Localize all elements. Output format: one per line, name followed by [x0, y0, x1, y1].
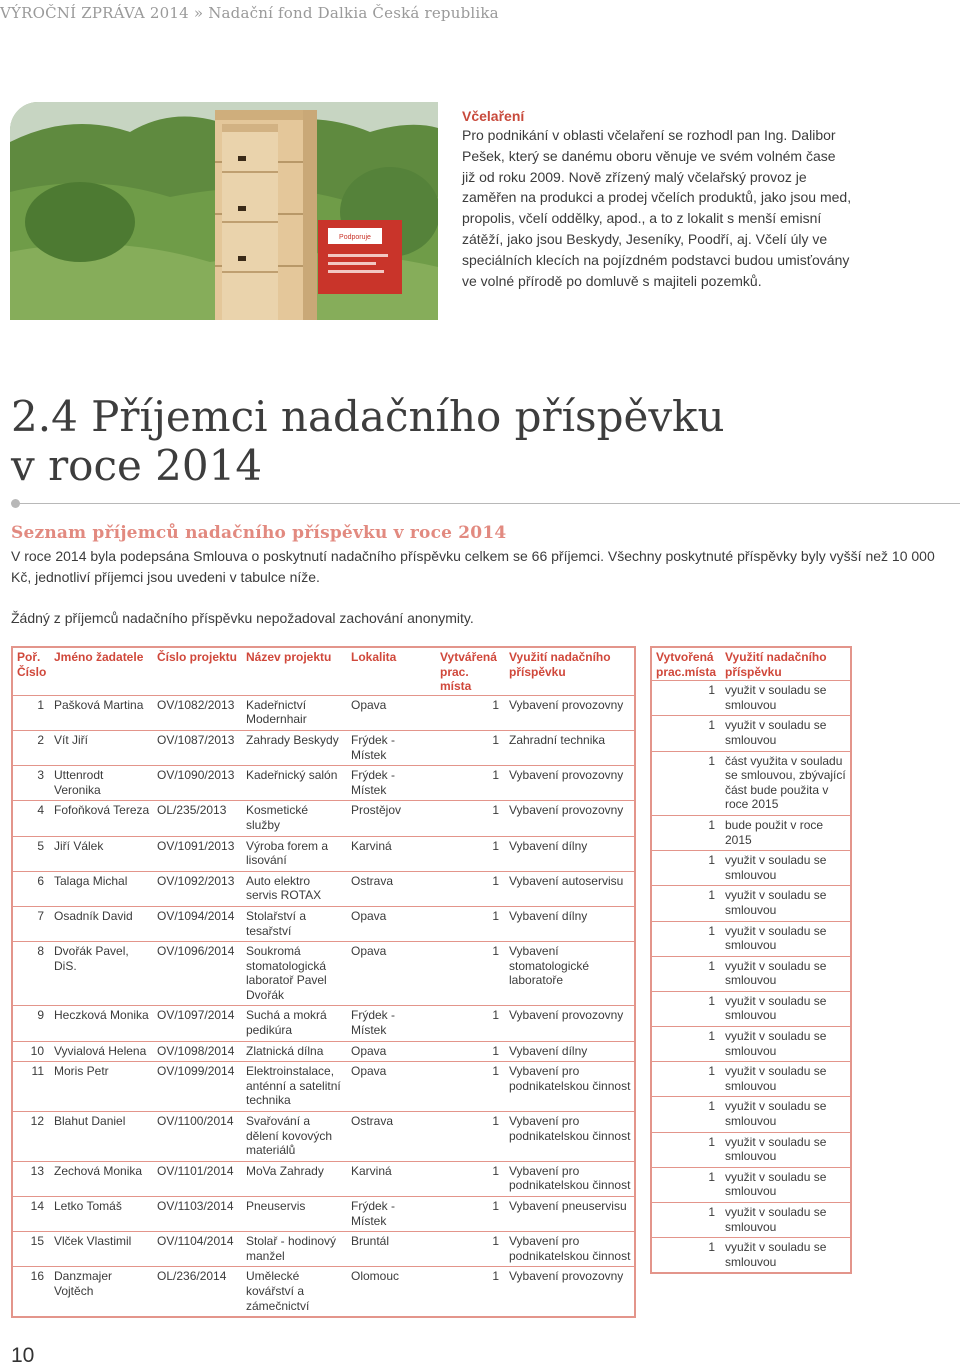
recipients-table-cell: Vybavení pro podnikatelskou činnost	[505, 1232, 635, 1267]
usage-table-cell: využit v souladu se smlouvou	[721, 1027, 851, 1062]
recipients-table-row	[12, 1041, 635, 1062]
recipients-table-row	[12, 801, 635, 836]
recipients-table-cell: 2	[12, 730, 50, 765]
recipients-table-cell: Opava	[347, 1041, 436, 1062]
recipients-table-cell: 6	[12, 871, 50, 906]
usage-table-header-cell: Využití nadačního příspěvku	[721, 647, 851, 681]
recipients-table-cell: Danzmajer Vojtěch	[54, 1269, 113, 1298]
usage-table-cell: využit v souladu se smlouvou	[721, 681, 851, 716]
recipients-table-row	[12, 1161, 635, 1196]
recipients-table-cell: Kadeřnický salón	[242, 766, 347, 801]
recipients-table-cell: Osadník David	[50, 906, 153, 941]
recipients-table-cell: Frýdek - Místek	[347, 766, 436, 801]
recipients-table-cell: Blahut Daniel	[50, 1112, 153, 1162]
recipients-table-cell: Opava	[347, 942, 436, 1006]
recipients-table-row	[12, 871, 635, 906]
recipients-table-cell: OV/1100/2014	[153, 1112, 242, 1162]
recipients-table-cell: OV/1098/2014	[153, 1041, 242, 1062]
usage-table-row	[651, 921, 851, 956]
usage-table-cell: využit v souladu se smlouvou	[721, 1132, 851, 1167]
recipients-table-cell: Vybavení pro podnikatelskou činnost	[505, 1112, 635, 1162]
usage-table-row	[651, 851, 851, 886]
recipients-table-header-cell: Vytvářená prac. místa	[436, 647, 505, 695]
recipients-table-cell: Kadeřnictví Modernhair	[242, 695, 347, 730]
recipients-table-cell: Karviná	[347, 836, 436, 871]
recipients-table-cell: Frýdek - Místek	[347, 730, 436, 765]
usage-table-cell: 1	[651, 681, 721, 716]
recipients-table-cell: Vybavení provozovny	[505, 695, 635, 730]
recipients-table-cell: Uttenrodt Veronika	[50, 766, 153, 801]
recipients-table-cell: Stolařství a tesařství	[242, 906, 347, 941]
usage-table-cell: využit v souladu se smlouvou	[721, 851, 851, 886]
recipients-table-row	[12, 942, 635, 1006]
usage-table-row	[651, 1238, 851, 1274]
recipients-table-cell: 11	[12, 1062, 50, 1112]
recipients-table-cell: Auto elektro servis ROTAX	[242, 871, 347, 906]
recipients-table-cell: Soukromá stomatologická laboratoř Pavel Dvořák	[242, 942, 347, 1006]
usage-table-row	[651, 886, 851, 921]
intro-text: Pro podnikání v oblasti včelaření se rozhodl pan Ing. Dalibor Pešek, který se danému oboru věnuje ve svém volném čase již od roku 2009. Nově zřízený malý včelařský provoz je zaměřen na produkci a prodej včelích produktů, jako jsou med, propolis, včelí oddělky, apod., a to z lokalit s menší emisní zátěží, jako jsou Beskydy, Jeseníky, Poodří, aj. Včelí úly ve speciálních klecích na pojízdném podstavci budou umisťovány ve volné přírodě po domluvě s majiteli pozemků.	[462, 127, 852, 289]
usage-table-row	[651, 1062, 851, 1097]
usage-table-row	[651, 1167, 851, 1202]
recipients-table-cell: Opava	[347, 695, 436, 730]
usage-table-cell: využit v souladu se smlouvou	[721, 1167, 851, 1202]
recipients-table-cell: Vybavení pro podnikatelskou činnost	[505, 1062, 635, 1112]
usage-table-cell: 1	[651, 751, 721, 815]
recipients-table-cell: 1	[436, 766, 505, 801]
recipients-table-cell: 14	[12, 1197, 50, 1232]
section-heading	[11, 392, 725, 490]
recipients-table-cell: Vybavení dílny	[505, 836, 635, 871]
recipients-table-cell: Vybavení provozovny	[505, 766, 635, 801]
usage-table-cell: 1	[651, 716, 721, 751]
running-header: VÝROČNÍ ZPRÁVA 2014 » Nadační fond Dalkia Česká republika	[0, 4, 499, 22]
usage-table-cell: 1	[651, 1132, 721, 1167]
recipients-table-cell: Vybavení pro podnikatelskou činnost	[505, 1161, 635, 1196]
recipients-table-header-cell: Poř. Číslo	[12, 647, 50, 695]
intro-block	[462, 108, 852, 291]
usage-table-cell: využit v souladu se smlouvou	[721, 886, 851, 921]
recipients-table-cell: Pneuservis	[242, 1197, 347, 1232]
recipients-table-cell: Suchá a mokrá pedikúra	[242, 1006, 347, 1041]
usage-table-cell: využit v souladu se smlouvou	[721, 921, 851, 956]
recipients-table-cell: 1	[436, 695, 505, 730]
intro-label: Včelaření	[462, 108, 525, 124]
sign-text: Podporuje	[339, 234, 371, 241]
recipients-table-cell: Stolař - hodinový manžel	[242, 1232, 347, 1267]
recipients-table-cell: OV/1101/2014	[153, 1161, 242, 1196]
recipients-table-cell: OV/1087/2013	[153, 730, 242, 765]
recipients-table-cell: OV/1094/2014	[153, 906, 242, 941]
usage-table-cell: 1	[651, 851, 721, 886]
recipients-table-row	[12, 1112, 635, 1162]
usage-table-cell: 1	[708, 1240, 715, 1255]
section-heading-line2: v roce 2014	[11, 441, 263, 490]
usage-table-cell: 1	[651, 1027, 721, 1062]
recipients-table-cell: Vít Jiří	[50, 730, 153, 765]
usage-table-row	[651, 1097, 851, 1132]
beehive-photo	[10, 102, 438, 320]
recipients-table-cell: OL/236/2014	[157, 1269, 227, 1284]
recipients-table-header-cell: Využití nadačního příspěvku	[505, 647, 635, 695]
recipients-table-cell: 1	[436, 801, 505, 836]
recipients-table-cell: Jiří Válek	[50, 836, 153, 871]
recipients-table-row	[12, 695, 635, 730]
recipients-table-row	[12, 1267, 635, 1317]
recipients-table-cell: 1	[436, 871, 505, 906]
recipients-table-cell: Dvořák Pavel, DiS.	[50, 942, 153, 1006]
recipients-table-cell: Heczková Monika	[50, 1006, 153, 1041]
recipients-table-cell: OV/1096/2014	[153, 942, 242, 1006]
usage-table-cell: využit v souladu se smlouvou	[721, 716, 851, 751]
recipients-table-cell: Vybavení provozovny	[505, 801, 635, 836]
recipients-table-cell: Ostrava	[347, 1112, 436, 1162]
recipients-table-cell: OV/1103/2014	[153, 1197, 242, 1232]
usage-table-cell: 1	[651, 886, 721, 921]
usage-table-header-cell: Vytvořená prac.místa	[651, 647, 721, 681]
recipients-table-cell: 9	[12, 1006, 50, 1041]
recipients-table	[11, 646, 636, 1318]
recipients-table-cell: Prostějov	[347, 801, 436, 836]
recipients-table-cell: Elektroinstalace, anténní a satelitní technika	[242, 1062, 347, 1112]
recipients-table-cell: Opava	[347, 1062, 436, 1112]
sponsor-sign	[318, 220, 402, 294]
recipients-table-cell: 4	[12, 801, 50, 836]
recipients-table-cell: Moris Petr	[50, 1062, 153, 1112]
usage-table-cell: 1	[651, 956, 721, 991]
recipients-table-cell: Zahradní technika	[505, 730, 635, 765]
recipients-table-cell: OV/1104/2014	[153, 1232, 242, 1267]
usage-table-row	[651, 991, 851, 1026]
recipients-table-cell: 1	[436, 836, 505, 871]
recipients-table-cell: Kosmetické služby	[242, 801, 347, 836]
recipients-table-row	[12, 766, 635, 801]
recipients-table-cell: OV/1097/2014	[153, 1006, 242, 1041]
usage-table-cell: část využita v souladu se smlouvou, zbývající část bude použita v roce 2015	[721, 751, 851, 815]
recipients-table-cell: Zahrady Beskydy	[242, 730, 347, 765]
usage-table-cell: 1	[651, 1203, 721, 1238]
section-heading-line1: 2.4 Příjemci nadačního příspěvku	[11, 392, 725, 441]
recipients-table-cell: 1	[436, 1006, 505, 1041]
usage-table-cell: 1	[651, 1097, 721, 1132]
recipients-table-cell: 1	[436, 906, 505, 941]
usage-table-row	[651, 716, 851, 751]
usage-table-cell: 1	[651, 1167, 721, 1202]
usage-table-cell: využit v souladu se smlouvou	[725, 1240, 827, 1269]
recipients-table-cell: Zlatnická dílna	[242, 1041, 347, 1062]
usage-table-cell: bude použit v roce 2015	[721, 815, 851, 850]
recipients-table-cell: MoVa Zahrady	[242, 1161, 347, 1196]
recipients-table-cell: OV/1091/2013	[153, 836, 242, 871]
recipients-table-cell: Zechová Monika	[50, 1161, 153, 1196]
recipients-table-cell: Výroba forem a lisování	[242, 836, 347, 871]
usage-table-cell: využit v souladu se smlouvou	[721, 1203, 851, 1238]
recipients-table-row	[12, 1062, 635, 1112]
recipients-table-cell: 15	[12, 1232, 50, 1267]
recipients-table-cell: Bruntál	[347, 1232, 436, 1267]
recipients-table-cell: 1	[436, 942, 505, 1006]
recipients-table-cell: Opava	[347, 906, 436, 941]
recipients-table-cell: Vlček Vlastimil	[50, 1232, 153, 1267]
recipients-table-cell: 13	[12, 1161, 50, 1196]
usage-table	[650, 646, 852, 1274]
paragraph-anonymity: Žádný z příjemců nadačního příspěvku nepožadoval zachování anonymity.	[11, 610, 474, 626]
recipients-table-header-cell: Název projektu	[242, 647, 347, 695]
recipients-table-cell: 3	[12, 766, 50, 801]
recipients-table-cell: 1	[436, 1112, 505, 1162]
recipients-table-cell: OV/1090/2013	[153, 766, 242, 801]
usage-table-cell: využit v souladu se smlouvou	[721, 1097, 851, 1132]
recipients-table-cell: 1	[436, 1062, 505, 1112]
recipients-table-cell: Karviná	[347, 1161, 436, 1196]
recipients-table-cell: Talaga Michal	[50, 871, 153, 906]
recipients-table-row	[12, 906, 635, 941]
usage-table-cell: 1	[651, 1062, 721, 1097]
recipients-table-cell: Umělecké kovářství a zámečnictví	[246, 1269, 310, 1313]
recipients-table-cell: Frýdek - Místek	[347, 1006, 436, 1041]
recipients-table-cell: OV/1099/2014	[153, 1062, 242, 1112]
recipients-table-cell: 1	[492, 1269, 499, 1284]
recipients-table-cell: Vyvialová Helena	[50, 1041, 153, 1062]
recipients-table-cell: 10	[12, 1041, 50, 1062]
usage-table-row	[651, 751, 851, 815]
recipients-table-row	[12, 836, 635, 871]
recipients-table-cell: Olomouc	[351, 1269, 400, 1284]
usage-table-cell: využit v souladu se smlouvou	[721, 991, 851, 1026]
usage-table-row	[651, 1027, 851, 1062]
recipients-table-header-cell: Jméno žadatele	[50, 647, 153, 695]
page-number: 10	[11, 1344, 35, 1367]
usage-table-cell: 1	[651, 921, 721, 956]
recipients-table-cell: Vybavení provozovny	[509, 1269, 624, 1284]
recipients-table-cell: Frýdek - Místek	[347, 1197, 436, 1232]
usage-table-cell: 1	[651, 815, 721, 850]
recipients-table-cell: 1	[12, 695, 50, 730]
recipients-table-header-cell: Lokalita	[347, 647, 436, 695]
recipients-table-cell: Vybavení stomatologické laboratoře	[505, 942, 635, 1006]
recipients-table-cell: 1	[436, 1232, 505, 1267]
recipients-table-header-cell: Číslo projektu	[153, 647, 242, 695]
recipients-table-cell: Vybavení autoservisu	[505, 871, 635, 906]
recipients-table-cell: Vybavení pneuservisu	[505, 1197, 635, 1232]
usage-table-row	[651, 681, 851, 716]
recipients-table-cell: OL/235/2013	[153, 801, 242, 836]
recipients-table-cell: Vybavení provozovny	[505, 1006, 635, 1041]
recipients-table-cell: 1	[436, 1041, 505, 1062]
usage-table-cell: 1	[651, 991, 721, 1026]
recipients-table-cell: Vybavení dílny	[505, 906, 635, 941]
recipients-table-cell: OV/1082/2013	[153, 695, 242, 730]
recipients-table-row	[12, 1197, 635, 1232]
recipients-table-row	[12, 1232, 635, 1267]
paragraph-summary: V roce 2014 byla podepsána Smlouva o poskytnutí nadačního příspěvku celkem se 66 příjemci. Všechny poskytnuté příspěvky byly vyšší než 10 000 Kč, jednotliví příjemci jsou uvedeni v tabulce níže.	[11, 548, 935, 585]
section-divider	[16, 503, 960, 504]
recipients-table-cell: OV/1092/2013	[153, 871, 242, 906]
recipients-table-cell: 16	[30, 1269, 44, 1284]
usage-table-row	[651, 1203, 851, 1238]
recipients-table-cell: 8	[12, 942, 50, 1006]
usage-table-row	[651, 815, 851, 850]
usage-table-row	[651, 1132, 851, 1167]
recipients-table-row	[12, 1006, 635, 1041]
recipients-table-cell: Vybavení dílny	[505, 1041, 635, 1062]
recipients-table-cell: Ostrava	[347, 871, 436, 906]
recipients-table-cell: 1	[436, 1161, 505, 1196]
recipients-table-cell: 1	[436, 730, 505, 765]
recipients-table-cell: Fofoňková Tereza	[50, 801, 153, 836]
usage-table-row	[651, 956, 851, 991]
recipients-table-cell: 12	[12, 1112, 50, 1162]
recipients-table-cell: 1	[436, 1197, 505, 1232]
recipients-table-cell: Letko Tomáš	[50, 1197, 153, 1232]
recipients-table-cell: 7	[12, 906, 50, 941]
table-subheading: Seznam příjemců nadačního příspěvku v roce 2014	[11, 523, 507, 543]
recipients-table-cell: Pašková Martina	[50, 695, 153, 730]
recipients-table-cell: 5	[12, 836, 50, 871]
usage-table-cell: využit v souladu se smlouvou	[721, 1062, 851, 1097]
section-body	[11, 546, 941, 629]
recipients-table-cell: Svařování a dělení kovových materiálů	[242, 1112, 347, 1162]
recipients-table-row	[12, 730, 635, 765]
usage-table-cell: využit v souladu se smlouvou	[721, 956, 851, 991]
